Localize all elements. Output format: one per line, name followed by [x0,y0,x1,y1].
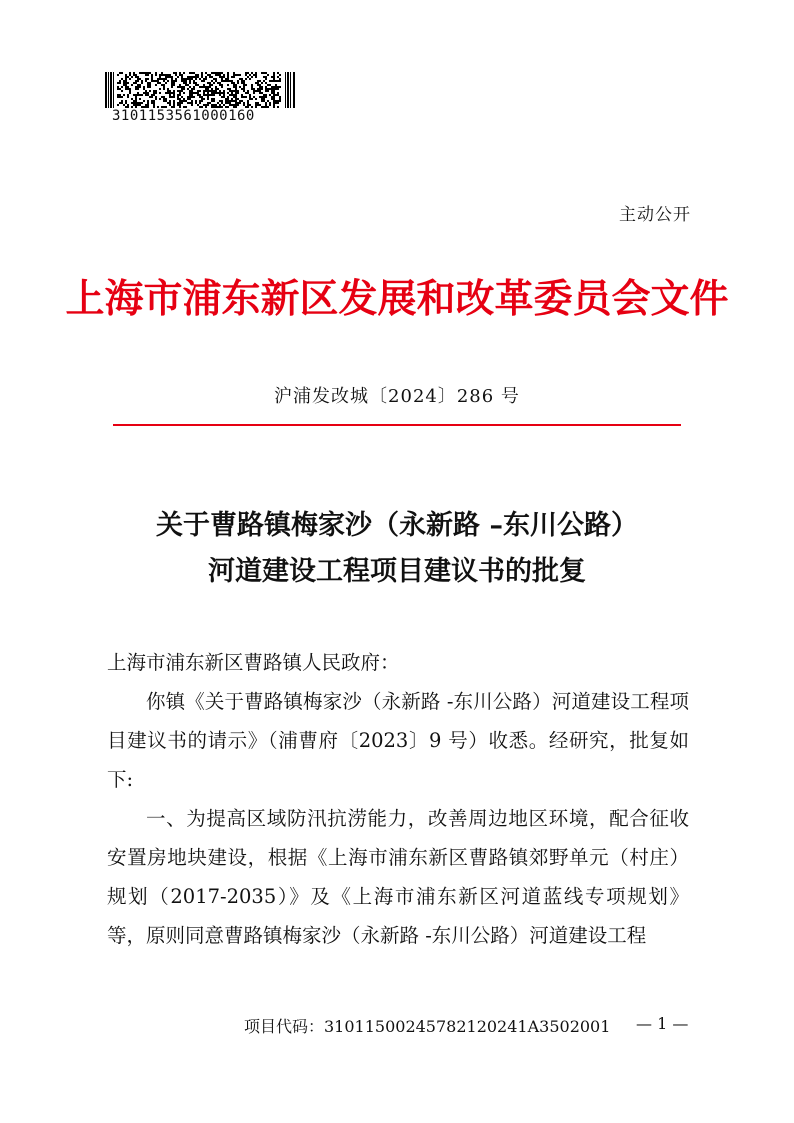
issuing-organization-title: 上海市浦东新区发展和改革委员会文件 [65,276,729,322]
barcode-image [105,72,295,108]
disclosure-label: 主动公开 [619,205,691,225]
subject-line-1: 关于曹路镇梅家沙（永新路 –东川公路） [156,510,638,541]
page-number: — 1 — [636,1014,689,1033]
red-divider-line [113,424,681,426]
body-paragraph-2: 一、为提高区域防汛抗涝能力，改善周边地区环境，配合征收安置房地块建设，根据《上海市浦东新区曹路镇郊野单元（村庄）规划（2017-2035）》及《上海市浦东新区河道蓝线专项规划》等，原则同意曹路镇梅家沙（永新路 -东川公路）河道建设工程 [107,807,689,947]
barcode-number: 3101153561000160 [112,108,255,124]
addressee: 上海市浦东新区曹路镇人民政府： [107,651,400,674]
project-code: 项目代码：31011500245782120241A3502001 [244,1017,611,1036]
document-number: 沪浦发改城〔2024〕286 号 [274,386,520,407]
document-body [107,643,689,955]
body-paragraph-1: 你镇《关于曹路镇梅家沙（永新路 -东川公路）河道建设工程项目建议书的请示》（浦曹府〔2023〕9 号）收悉。经研究，批复如下: [107,690,689,791]
subject-line-2: 河道建设工程项目建议书的批复 [208,556,586,587]
document-subject [0,503,794,595]
